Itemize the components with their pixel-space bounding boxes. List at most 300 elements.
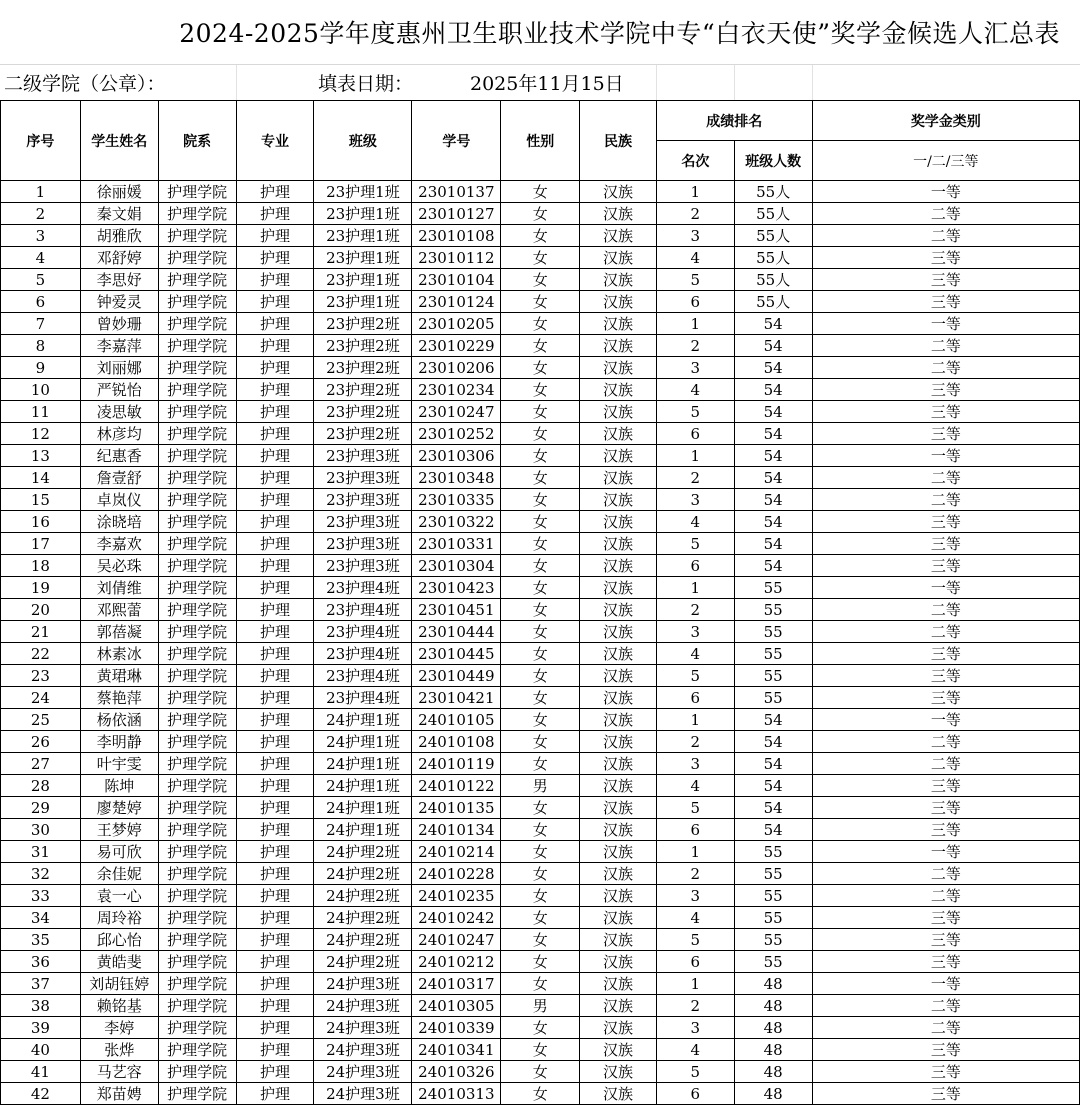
cell-name: 陈坤 — [80, 775, 158, 797]
cell-dept: 护理学院 — [158, 313, 236, 335]
cell-index: 10 — [1, 379, 81, 401]
cell-dept: 护理学院 — [158, 775, 236, 797]
cell-ethnicity: 汉族 — [580, 577, 657, 599]
table-row — [1, 907, 1080, 929]
cell-name: 邓熙蕾 — [80, 599, 158, 621]
grid-line — [734, 65, 735, 101]
cell-award: 一等 — [812, 973, 1079, 995]
cell-major: 护理 — [236, 225, 314, 247]
cell-class: 24护理3班 — [314, 1061, 412, 1083]
cell-name: 周玲裕 — [80, 907, 158, 929]
college-seal-label: 二级学院（公章）： — [4, 73, 166, 95]
cell-index: 20 — [1, 599, 81, 621]
cell-major: 护理 — [236, 379, 314, 401]
cell-gender: 女 — [501, 687, 580, 709]
cell-gender: 女 — [501, 929, 580, 951]
cell-index: 30 — [1, 819, 81, 841]
cell-class-size: 55人 — [734, 247, 812, 269]
header-class-size: 班级人数 — [734, 141, 812, 181]
cell-gender: 女 — [501, 511, 580, 533]
cell-student-id: 24010122 — [412, 775, 501, 797]
cell-class: 23护理1班 — [314, 269, 412, 291]
cell-class-size: 54 — [734, 819, 812, 841]
cell-class: 23护理2班 — [314, 357, 412, 379]
cell-class-size: 54 — [734, 467, 812, 489]
cell-class-size: 55 — [734, 665, 812, 687]
cell-class: 23护理1班 — [314, 247, 412, 269]
cell-award: 一等 — [812, 181, 1079, 203]
cell-class: 23护理4班 — [314, 621, 412, 643]
cell-class-size: 48 — [734, 1039, 812, 1061]
cell-gender: 女 — [501, 1061, 580, 1083]
cell-index: 40 — [1, 1039, 81, 1061]
table-row — [1, 357, 1080, 379]
cell-award: 二等 — [812, 995, 1079, 1017]
cell-class: 23护理2班 — [314, 313, 412, 335]
cell-gender: 女 — [501, 357, 580, 379]
cell-class: 24护理1班 — [314, 775, 412, 797]
cell-student-id: 23010124 — [412, 291, 501, 313]
cell-rank: 5 — [656, 269, 734, 291]
table-row — [1, 1039, 1080, 1061]
table-row — [1, 401, 1080, 423]
cell-rank: 1 — [656, 181, 734, 203]
cell-name: 刘胡钰婷 — [80, 973, 158, 995]
table-row — [1, 973, 1080, 995]
cell-class-size: 54 — [734, 775, 812, 797]
cell-gender: 女 — [501, 423, 580, 445]
cell-ethnicity: 汉族 — [580, 203, 657, 225]
cell-class-size: 54 — [734, 423, 812, 445]
cell-major: 护理 — [236, 687, 314, 709]
cell-ethnicity: 汉族 — [580, 929, 657, 951]
cell-class: 23护理1班 — [314, 181, 412, 203]
cell-gender: 女 — [501, 819, 580, 841]
cell-class-size: 54 — [734, 731, 812, 753]
cell-class: 23护理3班 — [314, 445, 412, 467]
cell-major: 护理 — [236, 555, 314, 577]
cell-major: 护理 — [236, 357, 314, 379]
cell-name: 凌思敏 — [80, 401, 158, 423]
table-row — [1, 203, 1080, 225]
cell-name: 詹壹舒 — [80, 467, 158, 489]
cell-name: 王梦婷 — [80, 819, 158, 841]
cell-award: 三等 — [812, 1083, 1079, 1105]
cell-gender: 女 — [501, 731, 580, 753]
cell-index: 31 — [1, 841, 81, 863]
table-row — [1, 335, 1080, 357]
cell-award: 三等 — [812, 907, 1079, 929]
table-row — [1, 1017, 1080, 1039]
cell-major: 护理 — [236, 533, 314, 555]
cell-award: 二等 — [812, 753, 1079, 775]
cell-index: 17 — [1, 533, 81, 555]
cell-name: 徐丽媛 — [80, 181, 158, 203]
cell-rank: 2 — [656, 731, 734, 753]
cell-name: 李嘉欢 — [80, 533, 158, 555]
cell-class-size: 55人 — [734, 269, 812, 291]
cell-student-id: 23010108 — [412, 225, 501, 247]
cell-class-size: 55 — [734, 841, 812, 863]
cell-dept: 护理学院 — [158, 621, 236, 643]
cell-major: 护理 — [236, 665, 314, 687]
cell-dept: 护理学院 — [158, 995, 236, 1017]
cell-rank: 3 — [656, 357, 734, 379]
cell-dept: 护理学院 — [158, 643, 236, 665]
cell-gender: 女 — [501, 973, 580, 995]
cell-student-id: 23010421 — [412, 687, 501, 709]
cell-major: 护理 — [236, 401, 314, 423]
cell-index: 41 — [1, 1061, 81, 1083]
table-row — [1, 687, 1080, 709]
cell-ethnicity: 汉族 — [580, 599, 657, 621]
cell-class-size: 55 — [734, 599, 812, 621]
cell-name: 严锐怡 — [80, 379, 158, 401]
cell-index: 16 — [1, 511, 81, 533]
cell-name: 纪惠香 — [80, 445, 158, 467]
table-row — [1, 709, 1080, 731]
cell-rank: 4 — [656, 907, 734, 929]
cell-dept: 护理学院 — [158, 1083, 236, 1105]
table-row — [1, 599, 1080, 621]
cell-rank: 6 — [656, 291, 734, 313]
cell-class-size: 54 — [734, 797, 812, 819]
cell-class: 24护理2班 — [314, 841, 412, 863]
cell-class: 23护理2班 — [314, 379, 412, 401]
cell-major: 护理 — [236, 753, 314, 775]
cell-gender: 女 — [501, 665, 580, 687]
cell-dept: 护理学院 — [158, 247, 236, 269]
cell-ethnicity: 汉族 — [580, 951, 657, 973]
cell-student-id: 23010252 — [412, 423, 501, 445]
cell-dept: 护理学院 — [158, 1061, 236, 1083]
cell-student-id: 24010108 — [412, 731, 501, 753]
cell-student-id: 23010205 — [412, 313, 501, 335]
cell-dept: 护理学院 — [158, 423, 236, 445]
cell-index: 3 — [1, 225, 81, 247]
cell-class-size: 48 — [734, 1061, 812, 1083]
cell-index: 11 — [1, 401, 81, 423]
cell-award: 三等 — [812, 511, 1079, 533]
cell-dept: 护理学院 — [158, 335, 236, 357]
cell-class: 24护理3班 — [314, 1017, 412, 1039]
cell-rank: 3 — [656, 885, 734, 907]
cell-rank: 5 — [656, 797, 734, 819]
cell-rank: 2 — [656, 203, 734, 225]
cell-gender: 女 — [501, 401, 580, 423]
table-row — [1, 621, 1080, 643]
header-index: 序号 — [1, 101, 81, 181]
cell-student-id: 23010229 — [412, 335, 501, 357]
cell-ethnicity: 汉族 — [580, 357, 657, 379]
cell-ethnicity: 汉族 — [580, 1061, 657, 1083]
cell-index: 15 — [1, 489, 81, 511]
cell-class-size: 48 — [734, 1083, 812, 1105]
cell-class: 23护理4班 — [314, 665, 412, 687]
cell-major: 护理 — [236, 269, 314, 291]
cell-class-size: 55人 — [734, 181, 812, 203]
cell-name: 郑苗娉 — [80, 1083, 158, 1105]
cell-ethnicity: 汉族 — [580, 907, 657, 929]
cell-award: 二等 — [812, 1017, 1079, 1039]
cell-dept: 护理学院 — [158, 863, 236, 885]
table-row — [1, 489, 1080, 511]
cell-class: 24护理3班 — [314, 973, 412, 995]
cell-name: 李明静 — [80, 731, 158, 753]
cell-student-id: 24010341 — [412, 1039, 501, 1061]
table-row — [1, 1061, 1080, 1083]
cell-major: 护理 — [236, 621, 314, 643]
header-dept: 院系 — [158, 101, 236, 181]
cell-index: 22 — [1, 643, 81, 665]
cell-dept: 护理学院 — [158, 181, 236, 203]
cell-index: 1 — [1, 181, 81, 203]
cell-name: 张烨 — [80, 1039, 158, 1061]
cell-gender: 女 — [501, 379, 580, 401]
cell-major: 护理 — [236, 599, 314, 621]
cell-gender: 女 — [501, 885, 580, 907]
cell-award: 三等 — [812, 929, 1079, 951]
cell-class: 24护理1班 — [314, 709, 412, 731]
cell-index: 23 — [1, 665, 81, 687]
cell-award: 一等 — [812, 445, 1079, 467]
cell-index: 26 — [1, 731, 81, 753]
cell-major: 护理 — [236, 819, 314, 841]
cell-name: 马艺容 — [80, 1061, 158, 1083]
cell-ethnicity: 汉族 — [580, 291, 657, 313]
cell-student-id: 24010212 — [412, 951, 501, 973]
cell-ethnicity: 汉族 — [580, 973, 657, 995]
header-award-sub: 一/二/三等 — [812, 141, 1079, 181]
cell-class: 23护理3班 — [314, 511, 412, 533]
cell-ethnicity: 汉族 — [580, 181, 657, 203]
cell-ethnicity: 汉族 — [580, 335, 657, 357]
cell-rank: 3 — [656, 753, 734, 775]
cell-dept: 护理学院 — [158, 379, 236, 401]
table-row — [1, 181, 1080, 203]
table-row — [1, 1083, 1080, 1105]
date-value: 2025年11月15日 — [470, 73, 624, 95]
cell-class-size: 54 — [734, 401, 812, 423]
cell-class-size: 55 — [734, 687, 812, 709]
cell-name: 李嘉萍 — [80, 335, 158, 357]
cell-class: 23护理3班 — [314, 467, 412, 489]
cell-student-id: 23010331 — [412, 533, 501, 555]
cell-dept: 护理学院 — [158, 203, 236, 225]
cell-rank: 2 — [656, 863, 734, 885]
header-award-type: 奖学金类别 — [812, 101, 1079, 141]
cell-name: 吴必珠 — [80, 555, 158, 577]
cell-dept: 护理学院 — [158, 973, 236, 995]
table-row — [1, 863, 1080, 885]
cell-index: 5 — [1, 269, 81, 291]
cell-award: 二等 — [812, 203, 1079, 225]
cell-index: 25 — [1, 709, 81, 731]
cell-student-id: 23010234 — [412, 379, 501, 401]
cell-student-id: 23010335 — [412, 489, 501, 511]
cell-dept: 护理学院 — [158, 797, 236, 819]
cell-dept: 护理学院 — [158, 687, 236, 709]
cell-dept: 护理学院 — [158, 753, 236, 775]
cell-dept: 护理学院 — [158, 709, 236, 731]
cell-index: 9 — [1, 357, 81, 379]
cell-gender: 女 — [501, 1039, 580, 1061]
cell-major: 护理 — [236, 929, 314, 951]
cell-ethnicity: 汉族 — [580, 995, 657, 1017]
cell-rank: 3 — [656, 621, 734, 643]
cell-dept: 护理学院 — [158, 401, 236, 423]
cell-student-id: 24010228 — [412, 863, 501, 885]
cell-name: 胡雅欣 — [80, 225, 158, 247]
cell-major: 护理 — [236, 885, 314, 907]
cell-index: 39 — [1, 1017, 81, 1039]
cell-award: 二等 — [812, 863, 1079, 885]
cell-name: 郭蓓凝 — [80, 621, 158, 643]
cell-gender: 女 — [501, 291, 580, 313]
cell-student-id: 24010339 — [412, 1017, 501, 1039]
cell-gender: 女 — [501, 269, 580, 291]
header-row — [1, 101, 1080, 141]
cell-gender: 女 — [501, 907, 580, 929]
cell-class: 23护理2班 — [314, 401, 412, 423]
cell-dept: 护理学院 — [158, 225, 236, 247]
cell-major: 护理 — [236, 335, 314, 357]
cell-major: 护理 — [236, 775, 314, 797]
cell-ethnicity: 汉族 — [580, 445, 657, 467]
cell-dept: 护理学院 — [158, 665, 236, 687]
cell-class-size: 54 — [734, 335, 812, 357]
cell-rank: 6 — [656, 1083, 734, 1105]
table-row — [1, 753, 1080, 775]
cell-name: 李婷 — [80, 1017, 158, 1039]
cell-class-size: 55人 — [734, 225, 812, 247]
cell-class-size: 55 — [734, 951, 812, 973]
table-row — [1, 797, 1080, 819]
cell-award: 一等 — [812, 709, 1079, 731]
cell-student-id: 24010135 — [412, 797, 501, 819]
cell-class: 23护理4班 — [314, 577, 412, 599]
cell-ethnicity: 汉族 — [580, 775, 657, 797]
cell-ethnicity: 汉族 — [580, 643, 657, 665]
cell-rank: 4 — [656, 1039, 734, 1061]
cell-gender: 女 — [501, 489, 580, 511]
cell-ethnicity: 汉族 — [580, 885, 657, 907]
cell-ethnicity: 汉族 — [580, 841, 657, 863]
header-major: 专业 — [236, 101, 314, 181]
cell-dept: 护理学院 — [158, 841, 236, 863]
cell-major: 护理 — [236, 291, 314, 313]
grid-line — [656, 65, 657, 101]
cell-gender: 女 — [501, 181, 580, 203]
header-gender: 性别 — [501, 101, 580, 181]
cell-award: 二等 — [812, 489, 1079, 511]
cell-gender: 男 — [501, 775, 580, 797]
header-class: 班级 — [314, 101, 412, 181]
header-student-id: 学号 — [412, 101, 501, 181]
cell-class: 24护理2班 — [314, 885, 412, 907]
table-row — [1, 731, 1080, 753]
cell-award: 三等 — [812, 533, 1079, 555]
cell-rank: 4 — [656, 379, 734, 401]
cell-index: 6 — [1, 291, 81, 313]
cell-major: 护理 — [236, 973, 314, 995]
cell-student-id: 23010445 — [412, 643, 501, 665]
cell-award: 三等 — [812, 951, 1079, 973]
cell-class-size: 48 — [734, 973, 812, 995]
cell-ethnicity: 汉族 — [580, 753, 657, 775]
grid-line — [236, 65, 237, 101]
cell-award: 一等 — [812, 313, 1079, 335]
cell-student-id: 23010247 — [412, 401, 501, 423]
cell-award: 二等 — [812, 357, 1079, 379]
cell-rank: 2 — [656, 335, 734, 357]
cell-name: 黄皓斐 — [80, 951, 158, 973]
cell-name: 涂晓培 — [80, 511, 158, 533]
cell-award: 三等 — [812, 423, 1079, 445]
cell-rank: 1 — [656, 841, 734, 863]
cell-dept: 护理学院 — [158, 291, 236, 313]
cell-index: 2 — [1, 203, 81, 225]
cell-dept: 护理学院 — [158, 951, 236, 973]
cell-gender: 女 — [501, 467, 580, 489]
table-row — [1, 555, 1080, 577]
cell-major: 护理 — [236, 511, 314, 533]
cell-dept: 护理学院 — [158, 599, 236, 621]
cell-ethnicity: 汉族 — [580, 269, 657, 291]
cell-gender: 女 — [501, 533, 580, 555]
cell-rank: 4 — [656, 247, 734, 269]
info-bar — [0, 64, 1080, 100]
cell-dept: 护理学院 — [158, 533, 236, 555]
cell-name: 林彦均 — [80, 423, 158, 445]
cell-class-size: 55 — [734, 929, 812, 951]
cell-student-id: 23010444 — [412, 621, 501, 643]
cell-major: 护理 — [236, 643, 314, 665]
cell-gender: 女 — [501, 1083, 580, 1105]
cell-dept: 护理学院 — [158, 885, 236, 907]
cell-gender: 女 — [501, 313, 580, 335]
cell-index: 33 — [1, 885, 81, 907]
cell-dept: 护理学院 — [158, 1017, 236, 1039]
cell-rank: 5 — [656, 665, 734, 687]
cell-class: 23护理1班 — [314, 291, 412, 313]
cell-award: 三等 — [812, 1061, 1079, 1083]
cell-index: 35 — [1, 929, 81, 951]
cell-ethnicity: 汉族 — [580, 731, 657, 753]
cell-class-size: 55 — [734, 643, 812, 665]
cell-class: 23护理2班 — [314, 423, 412, 445]
table-row — [1, 445, 1080, 467]
table-row — [1, 313, 1080, 335]
candidates-table — [0, 100, 1080, 1105]
cell-name: 袁一心 — [80, 885, 158, 907]
cell-class-size: 54 — [734, 379, 812, 401]
cell-gender: 女 — [501, 577, 580, 599]
cell-rank: 2 — [656, 995, 734, 1017]
cell-name: 蔡艳萍 — [80, 687, 158, 709]
cell-name: 赖铭基 — [80, 995, 158, 1017]
cell-name: 曾妙珊 — [80, 313, 158, 335]
cell-major: 护理 — [236, 467, 314, 489]
cell-rank: 1 — [656, 577, 734, 599]
cell-class: 23护理3班 — [314, 489, 412, 511]
cell-student-id: 24010242 — [412, 907, 501, 929]
cell-award: 三等 — [812, 775, 1079, 797]
cell-student-id: 24010317 — [412, 973, 501, 995]
cell-gender: 女 — [501, 841, 580, 863]
cell-award: 二等 — [812, 225, 1079, 247]
cell-index: 8 — [1, 335, 81, 357]
